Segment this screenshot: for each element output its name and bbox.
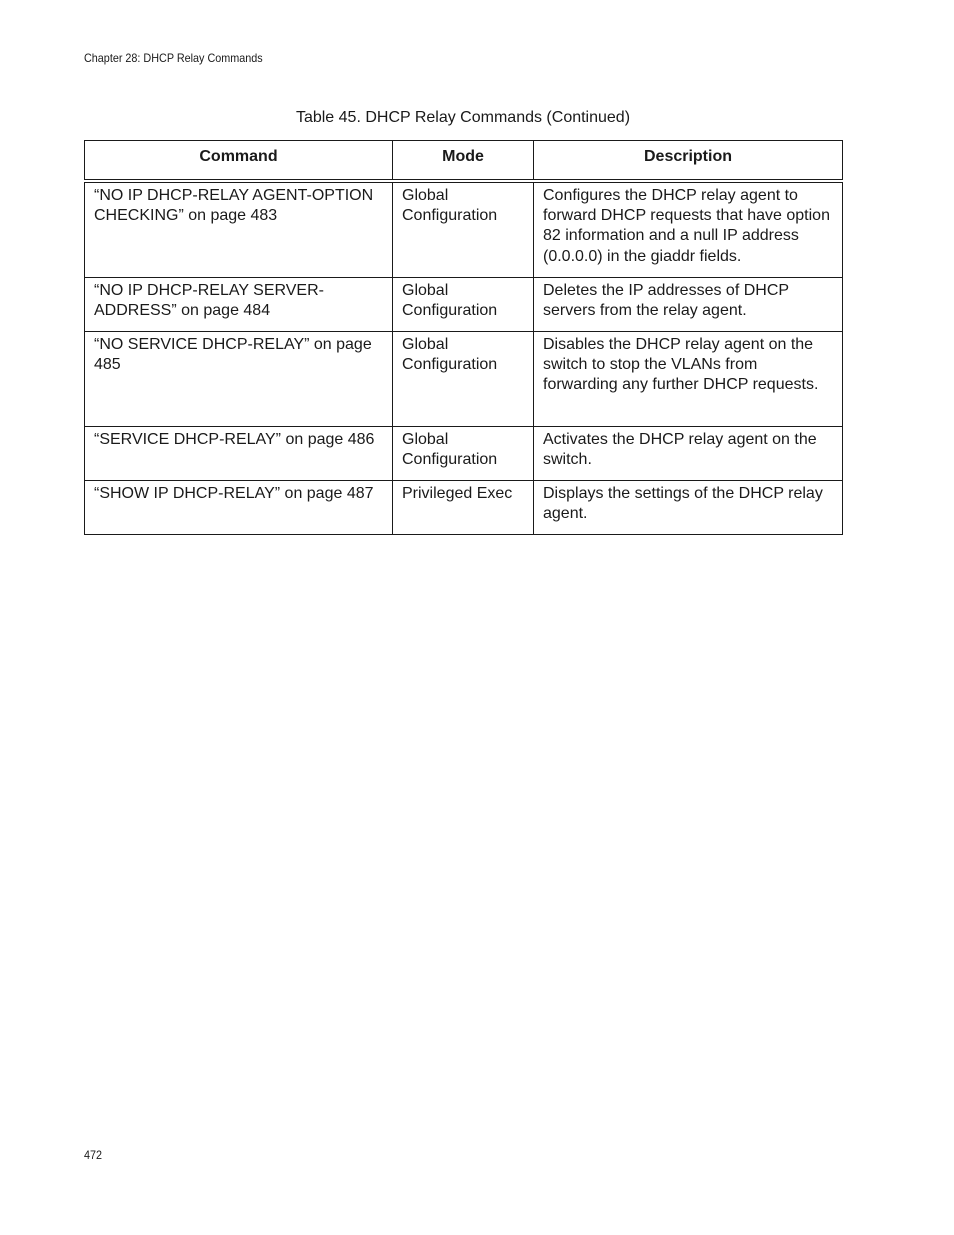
command-link[interactable]: “NO IP DHCP-RELAY SERVER-ADDRESS” on page 484 [85,278,393,332]
command-link[interactable]: “SERVICE DHCP-RELAY” on page 486 [85,427,393,481]
description-cell: Displays the settings of the DHCP relay agent. [534,481,843,535]
description-cell: Configures the DHCP relay agent to forward DHCP requests that have option 82 information and a null IP address (0.0.0.0) in the giaddr fields. [534,181,843,278]
mode-cell: Global Configuration [393,427,534,481]
description-cell: Deletes the IP addresses of DHCP servers from the relay agent. [534,278,843,332]
mode-cell: Privileged Exec [393,481,534,535]
table-caption: Table 45. DHCP Relay Commands (Continued) [295,109,631,126]
dhcp-relay-commands-table [84,140,843,535]
column-header-description: Description [534,141,843,182]
table-row [85,427,843,481]
mode-cell: Global Configuration [393,332,534,427]
mode-cell: Global Configuration [393,181,534,278]
table-row [85,181,843,278]
table-row [85,332,843,427]
description-cell: Activates the DHCP relay agent on the switch. [534,427,843,481]
table-row [85,481,843,535]
command-link[interactable]: “NO IP DHCP-RELAY AGENT-OPTION CHECKING” on page 483 [85,181,393,278]
command-link[interactable]: “SHOW IP DHCP-RELAY” on page 487 [85,481,393,535]
running-header: Chapter 28: DHCP Relay Commands [84,51,263,65]
table-row [85,278,843,332]
column-header-mode: Mode [393,141,534,182]
table-header-row [85,141,843,182]
page-number: 472 [84,1148,103,1162]
mode-cell: Global Configuration [393,278,534,332]
description-cell: Disables the DHCP relay agent on the switch to stop the VLANs from forwarding any further DHCP requests. [534,332,843,427]
command-link[interactable]: “NO SERVICE DHCP-RELAY” on page 485 [85,332,393,427]
column-header-command: Command [85,141,393,182]
